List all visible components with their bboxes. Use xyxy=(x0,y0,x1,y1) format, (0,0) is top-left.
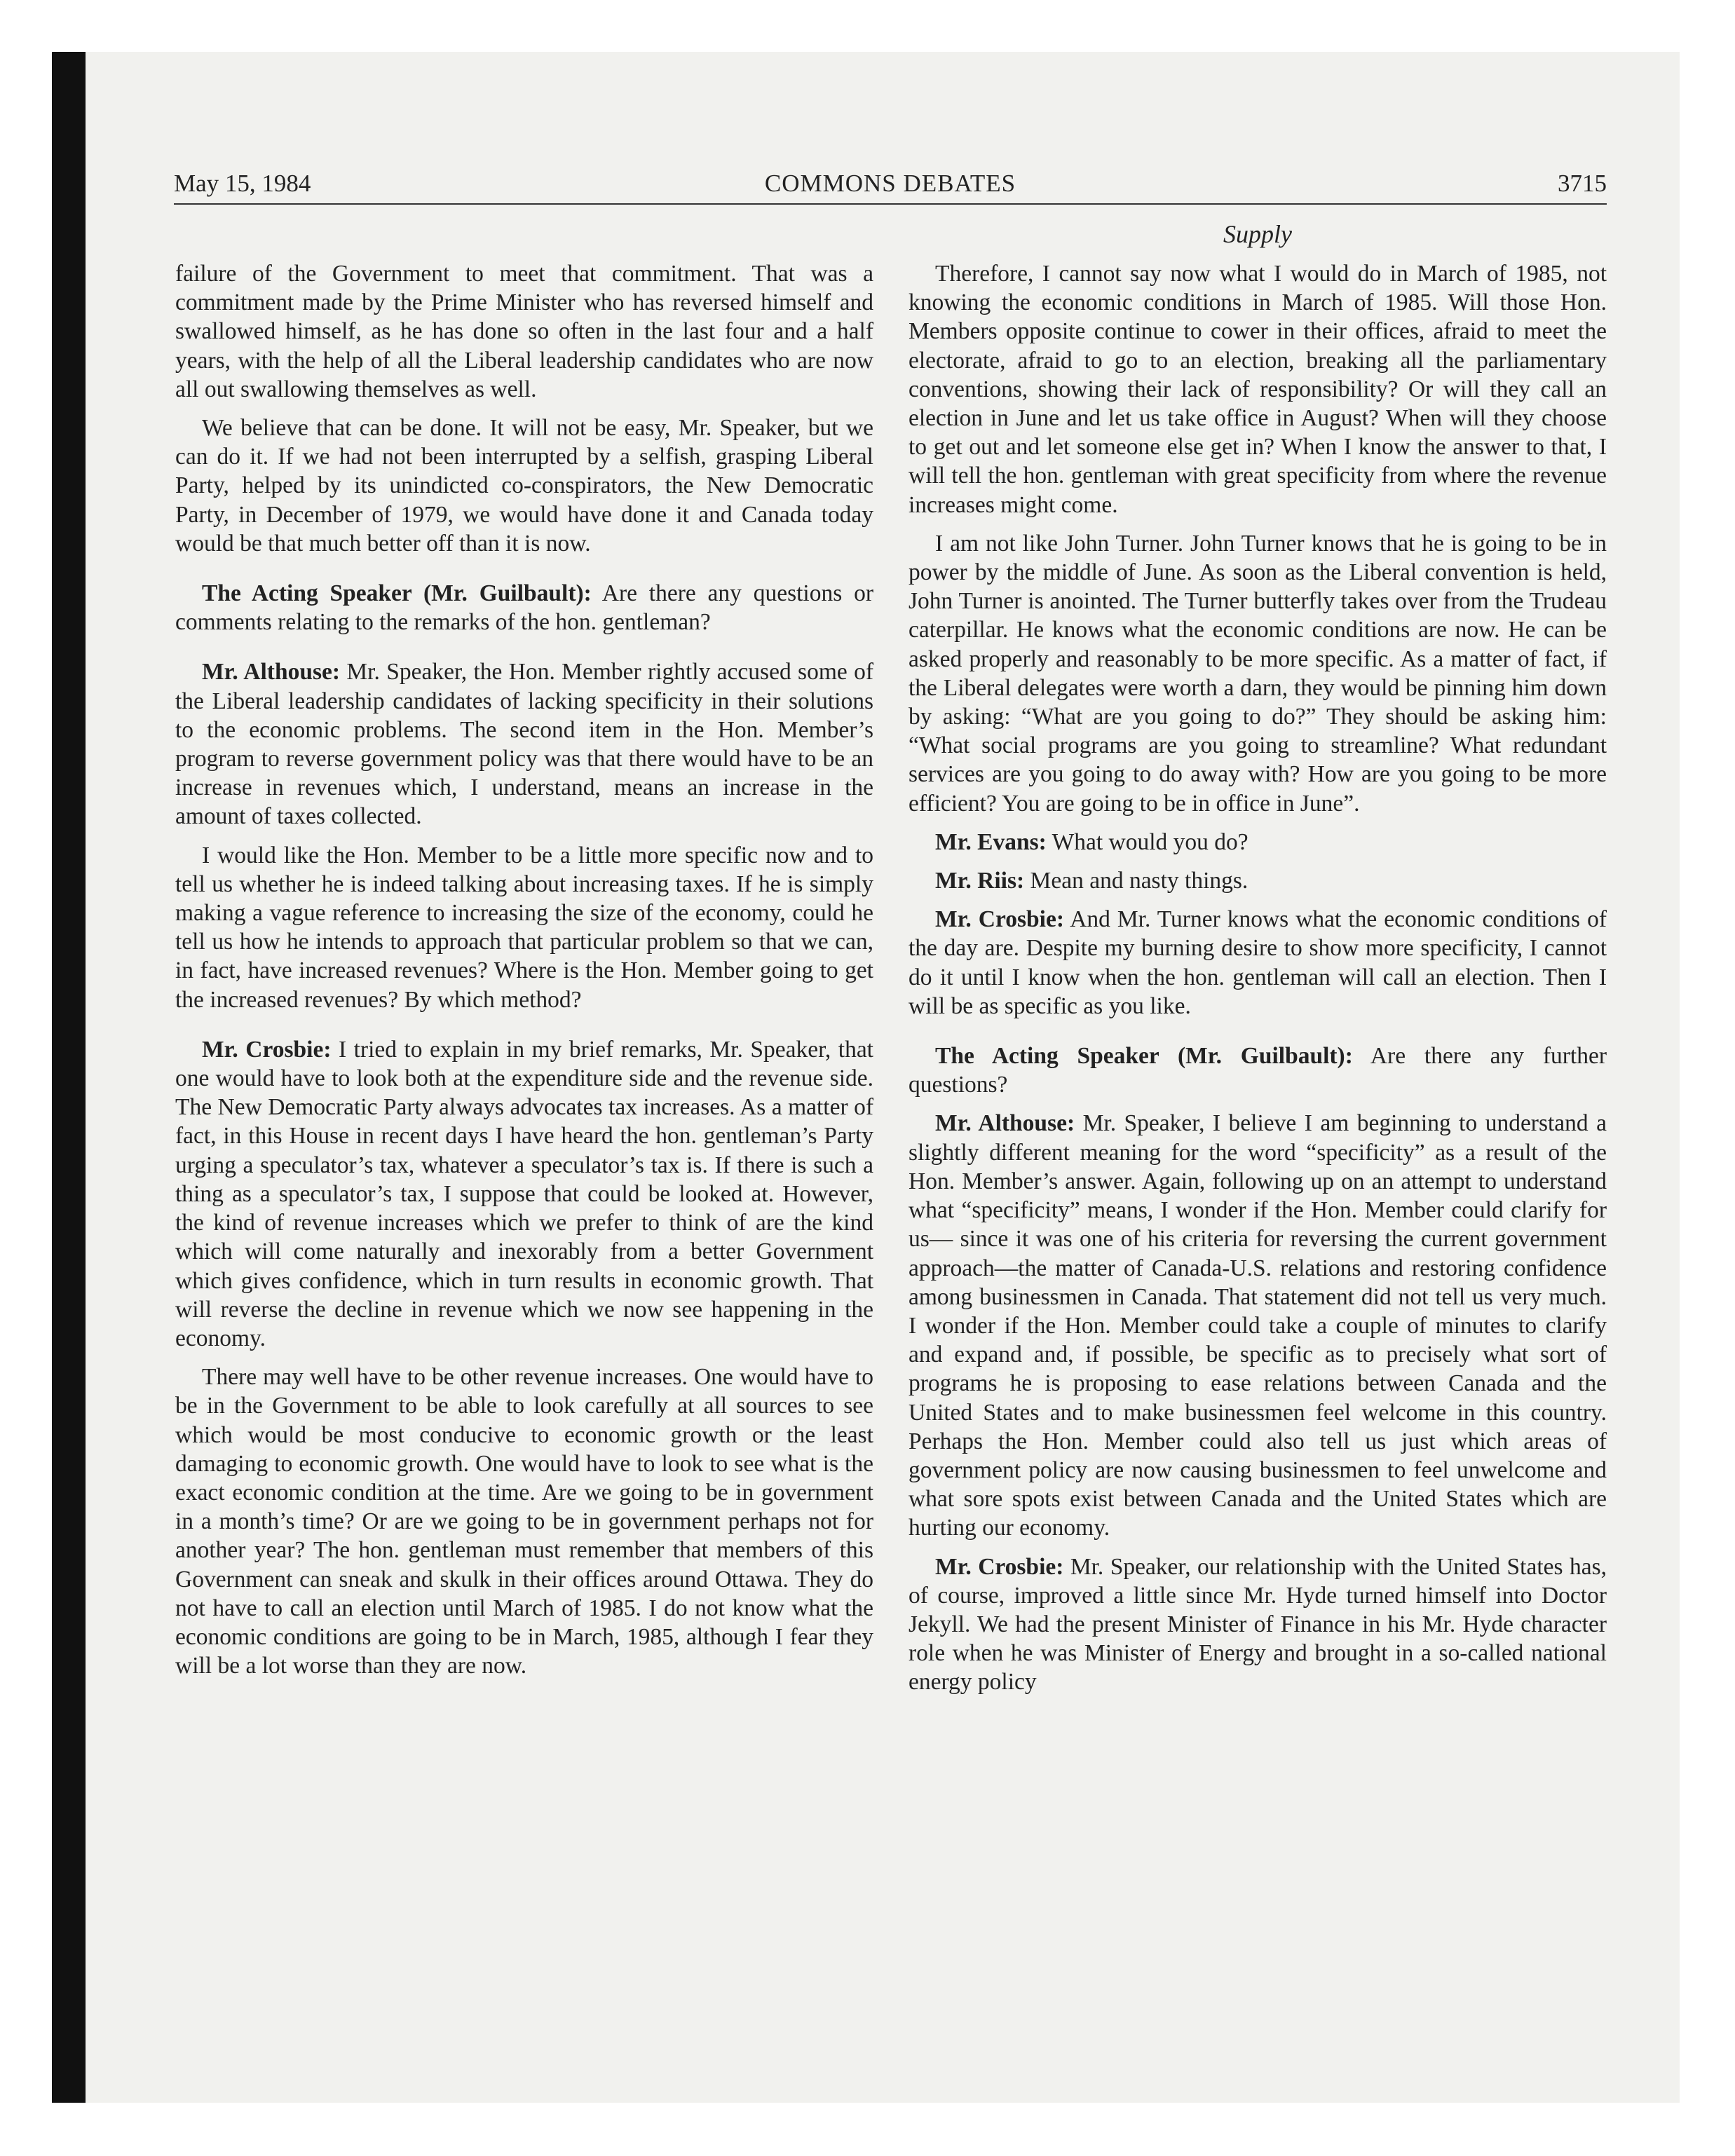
paragraph xyxy=(175,657,873,831)
paragraph-text: There may well have to be other revenue increases. One would have to be in the Government to be able to look carefully at all sources to see which would be most conducive to economic growth or the least damaging to economic growth. One would have to look to see what is the exact economic condition at the time. Are we going to be in government in a month’s time? Or are we going to be in government perhaps not for another year? The hon. gentleman must remember that members of this Government can sneak and skulk in their offices around Ottawa. They do not have to call an election until March of 1985. I do not know what the economic conditions are going to be in March, 1985, although I fear they will be a lot worse than they are now. xyxy=(175,1364,873,1679)
paragraph xyxy=(175,841,873,1014)
paragraph xyxy=(175,259,873,404)
paragraph-text: Mr. Speaker, I believe I am beginning to understand a slightly different meaning for the word “specificity” as a result of the Hon. Member’s answer. Again, following up on an attempt to understand what “specificity” means, I wonder if the Hon. Member could clarify for us— since it was one of his criteria for reversing the current government approach—the matter of Canada-U.S. relations and restoring confidence among businessmen in Canada. That statement did not tell us very much. I wonder if the Hon. Member could take a couple of minutes to clarify and expand and, if possible, be specific as to precisely what sort of programs he is proposing to ease relations between Canada and the United States and to make businessmen feel welcome in this country. Perhaps the Hon. Member could also tell us just which areas of government policy are now causing businessmen to feel unwelcome and what sore spots exist between Canada and the United States which are hurting our economy. xyxy=(909,1110,1607,1541)
paragraph-text: Mr. Speaker, the Hon. Member rightly accused some of the Liberal leadership candidates of lacking specificity in their solutions to the economic problems. The second item in the Hon. Member’s program to reverse government policy was that there would have to be an increase in revenues which, I understand, means an increase in the amount of taxes collected. xyxy=(175,659,874,830)
speaker-name: Mr. Althouse: xyxy=(202,659,341,685)
paragraph xyxy=(909,828,1607,857)
paragraph xyxy=(909,866,1607,895)
paragraph-text: Mean and nasty things. xyxy=(1030,868,1248,894)
paragraph xyxy=(909,1553,1607,1697)
paragraph xyxy=(909,259,1607,519)
speaker-name: Mr. Crosbie: xyxy=(935,1553,1064,1580)
paragraph-text: Therefore, I cannot say now what I would do in March of 1985, not knowing the economic conditions in March of 1985. Will those Hon. Members opposite continue to cower in their offices, afraid to meet the electorate, afraid to go to an election, breaking all the parliamentary conventions, showing their lack of responsibility? Or will they call an election in June and let us take office in August? When will they choose to get out and let someone else get in? When I know the answer to that, I will tell the hon. gentleman with great specificity from where the revenue increases might come. xyxy=(909,261,1607,518)
paragraph xyxy=(909,1042,1607,1099)
left-column xyxy=(175,259,873,1690)
speaker-name: The Acting Speaker (Mr. Guilbault): xyxy=(202,580,592,607)
paragraph-text: I tried to explain in my brief remarks, Mr. Speaker, that one would have to look both at the expenditure side and the revenue side. The New Democratic Party always advocates tax increases. As a matter of fact, in this House in recent days I have heard the hon. gentleman’s Party urging a speculator’s tax, whatever a speculator’s tax is. If there is such a thing as a speculator’s tax, I suppose that could be looked at. However, the kind of revenue increases which we prefer to think of are the kind which will come naturally and inexorably from a better Government which gives confidence, which in turn results in economic growth. That will reverse the decline in revenue which we now see happening in the economy. xyxy=(175,1036,873,1351)
scan-border xyxy=(52,52,86,2103)
paragraph xyxy=(175,579,873,636)
right-column xyxy=(909,259,1607,1707)
paragraph-text: Are there any further questions? xyxy=(909,1043,1607,1098)
section-title: Supply xyxy=(1223,220,1292,248)
paragraph-text: Are there any questions or comments relating to the remarks of the hon. gentleman? xyxy=(175,580,873,636)
paragraph xyxy=(909,905,1607,1021)
header-date: May 15, 1984 xyxy=(174,170,311,197)
paragraph-text: failure of the Government to meet that commitment. That was a commitment made by the Prime Minister who has reversed himself and swallowed himself, as he has done so often in the last four and a half years, with the help of all the Liberal leadership candidates who are now all out swallowing themselves as well. xyxy=(175,261,873,402)
speaker-name: Mr. Riis: xyxy=(935,868,1025,894)
paragraph xyxy=(175,1363,873,1680)
header-page-number: 3715 xyxy=(1558,170,1607,197)
page-header xyxy=(174,168,1607,205)
paragraph xyxy=(909,529,1607,818)
paragraph-text: We believe that can be done. It will not be easy, Mr. Speaker, but we can do it. If we had not been interrupted by a selfish, grasping Liberal Party, helped by its unindicted co-conspirators, the New Democratic Party, in December of 1979, we would have done it and Canada today would be that much better off than it is now. xyxy=(175,415,873,557)
speaker-name: Mr. Evans: xyxy=(935,828,1047,855)
paragraph-text: I would like the Hon. Member to be a little more specific now and to tell us whether he is indeed talking about increasing taxes. If he is simply making a vague reference to increasing the size of the economy, could he tell us how he intends to approach that particular problem so that we can, in fact, have increased revenues? Where is the Hon. Member going to get the increased revenues? By which method? xyxy=(175,842,873,1013)
speaker-name: The Acting Speaker (Mr. Guilbault): xyxy=(935,1043,1353,1070)
speaker-name: Mr. Crosbie: xyxy=(935,906,1065,933)
paragraph xyxy=(175,414,873,558)
paragraph-text: What would you do? xyxy=(1052,828,1248,855)
paragraph xyxy=(175,1035,873,1353)
paragraph-text: Mr. Speaker, our relationship with the United States has, of course, improved a little since Mr. Hyde turned himself into Doctor Jekyll. We had the present Minister of Finance in his Mr. Hyde character role when he was Minister of Energy and brought in a so-called national energy policy xyxy=(909,1553,1607,1696)
header-title: COMMONS DEBATES xyxy=(764,170,1016,197)
paragraph-text: I am not like John Turner. John Turner knows that he is going to be in power by the middle of June. As soon as the Liberal convention is held, John Turner is anointed. The Turner butterfly takes over from the Trudeau caterpillar. He knows what the economic conditions are now. He can be asked properly and reasonably to be more specific. As a matter of fact, if the Liberal delegates were worth a darn, they would be pinning him down by asking: “What are you going to do?” They should be asking him: “What social programs are you going to streamline? What redundant services are you going to do away with? How are you going to be more efficient? You are going to be in office in June”. xyxy=(909,530,1607,817)
speaker-name: Mr. Crosbie: xyxy=(202,1036,332,1063)
paragraph xyxy=(909,1109,1607,1542)
speaker-name: Mr. Althouse: xyxy=(935,1110,1075,1137)
paragraph-text: And Mr. Turner knows what the economic conditions of the day are. Despite my burning desire to show more specificity, I cannot do it until I know when the hon. gentleman will call an election. Then I will be as specific as you like. xyxy=(909,906,1607,1019)
